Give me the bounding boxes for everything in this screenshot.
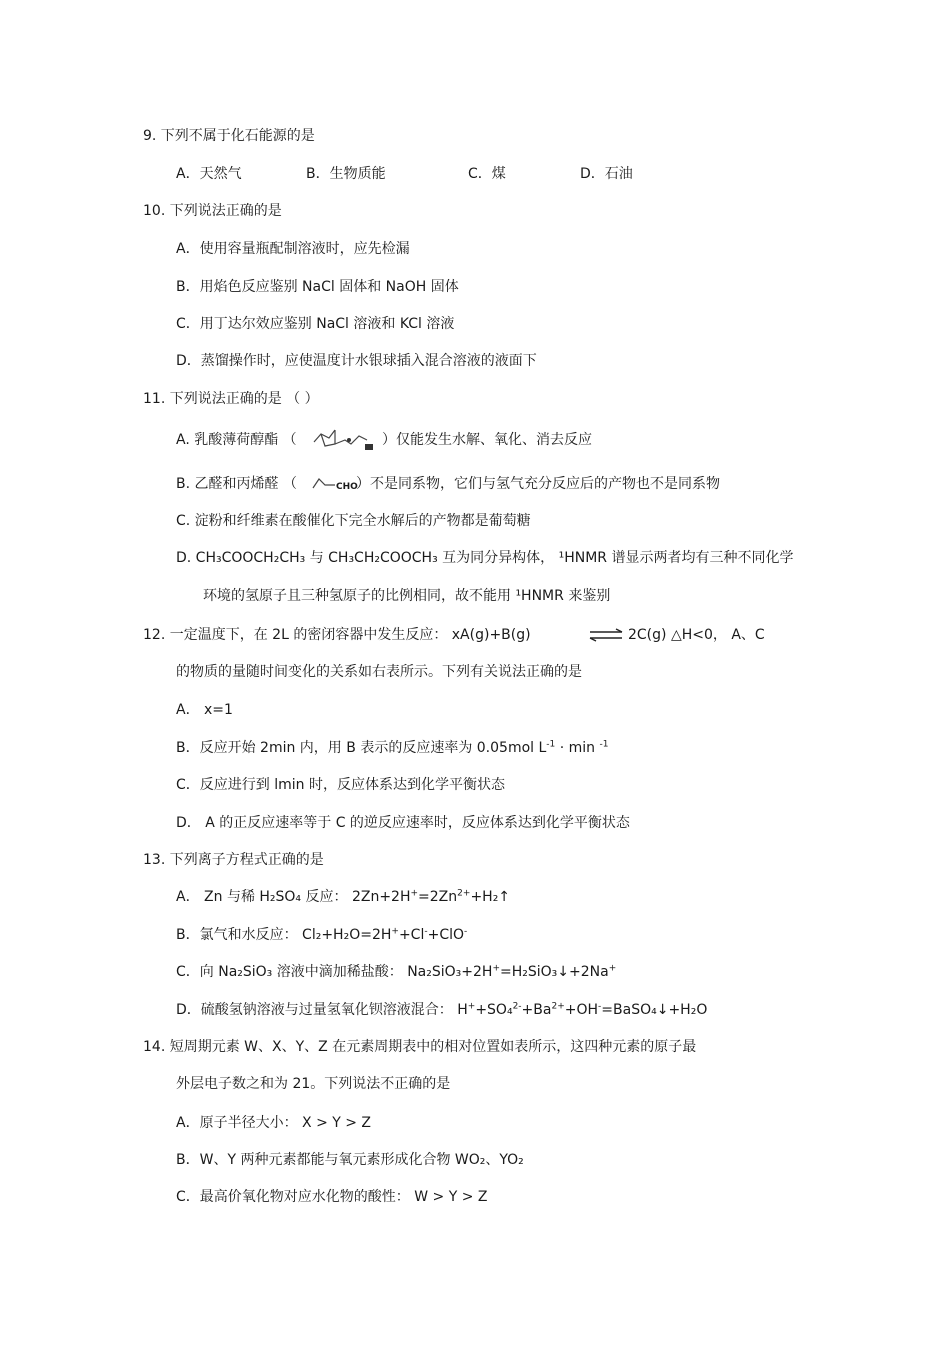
question-12-stem-line2: 的物质的量随时间变化的关系如右表所示。下列有关说法正确的是 [176, 664, 582, 680]
ion-charge: + [410, 888, 419, 899]
equilibrium-arrows-icon [588, 628, 624, 642]
ion-charge: 2+ [551, 1001, 565, 1012]
equation-part: +OH [564, 1002, 599, 1018]
question-14-option-a: A．原子半径大小： X > Y > Z [176, 1115, 372, 1131]
question-10-option-a: A．使用容量瓶配制溶液时，应先检漏 [176, 241, 410, 257]
equation-part: =2Zn [418, 889, 458, 905]
question-12-option-b [176, 738, 608, 758]
question-11-option-c: C. 淀粉和纤维素在酸催化下完全水解后的产物都是葡萄糖 [176, 513, 531, 529]
option-b-suffix: ）不是同系物，它们与氢气充分反应后的产物也不是同系物 [356, 476, 720, 492]
question-13-option-a [176, 887, 510, 907]
unit-exponent: -1 [546, 739, 556, 750]
unit-exponent: -1 [599, 739, 609, 750]
equation-part: =H₂SiO₃↓+2Na [499, 964, 609, 980]
question-14-option-c: C．最高价氧化物对应水化物的酸性： W > Y > Z [176, 1189, 488, 1205]
acrolein-structure-icon [311, 476, 337, 490]
question-9-option-d: D．石油 [580, 166, 633, 182]
question-11-option-d-line1: D. CH₃COOCH₂CH₃ 与 CH₃CH₂COOCH₃ 互为同分异构体， ¹HNMR 谱显示两者均有三种不同化学 [176, 550, 794, 566]
question-10-option-d: D．蒸馏操作时，应使温度计水银球插入混合溶液的液面下 [176, 353, 537, 369]
equation-part: +Ba [521, 1002, 552, 1018]
ion-charge: 2+ [457, 888, 471, 899]
question-13-option-d [176, 1000, 707, 1020]
question-10-option-b: B．用焰色反应鉴别 NaCl 固体和 NaOH 固体 [176, 279, 459, 295]
question-11-option-a [176, 430, 776, 450]
ion-charge: - [598, 1001, 602, 1012]
ion-charge: 2- [512, 1001, 522, 1012]
question-12-option-c: C．反应进行到 lmin 时，反应体系达到化学平衡状态 [176, 777, 505, 793]
equation-part: +H₂↑ [470, 889, 511, 905]
ion-charge: - [464, 926, 468, 937]
question-14-stem-line1: 14. 短周期元素 W、X、Y、Z 在元素周期表中的相对位置如表所示，这四种元素的原子最 [143, 1039, 697, 1055]
ion-charge: + [467, 1001, 476, 1012]
option-b-text: B．反应开始 2min 内，用 B 表示的反应速率为 0.05mol L [176, 740, 547, 756]
question-13-option-c [176, 962, 616, 982]
option-a-text: A． Zn 与稀 H₂SO₄ 反应： 2Zn+2H [176, 889, 411, 905]
equation-part: +ClO [427, 927, 465, 943]
question-14-stem-line2: 外层电子数之和为 21。下列说法不正确的是 [176, 1076, 451, 1092]
equation-part: +SO₄ [475, 1002, 513, 1018]
question-13-stem: 13. 下列离子方程式正确的是 [143, 852, 324, 868]
acrolein-cho-label: CHO [336, 482, 358, 492]
question-14-option-b: B．W、Y 两种元素都能与氧元素形成化合物 WO₂、YO₂ [176, 1152, 524, 1168]
question-11-stem: 11. 下列说法正确的是 （ ） [143, 391, 319, 407]
option-a-prefix: A. 乳酸薄荷醇酯 （ [176, 432, 297, 448]
question-11-option-b [176, 474, 776, 494]
question-12-option-d: D． A 的正反应速率等于 C 的逆反应速率时，反应体系达到化学平衡状态 [176, 815, 630, 831]
question-9-option-a: A．天然气 [176, 166, 242, 182]
question-10-option-c: C．用丁达尔效应鉴别 NaCl 溶液和 KCl 溶液 [176, 316, 455, 332]
question-9-option-b: B．生物质能 [306, 166, 386, 182]
ion-charge: + [608, 963, 617, 974]
option-c-text: C．向 Na₂SiO₃ 溶液中滴加稀盐酸： Na₂SiO₃+2H [176, 964, 493, 980]
equation-part: +Cl [398, 927, 425, 943]
stem-before-arrow: 12. 一定温度下，在 2L 的密闭容器中发生反应： xA(g)+B(g) [143, 627, 531, 643]
question-12-stem-line1 [143, 625, 843, 645]
ion-charge: + [492, 963, 500, 974]
ion-charge: + [391, 926, 399, 937]
menthyl-lactate-structure-icon [311, 424, 379, 454]
question-9-option-c: C．煤 [468, 166, 506, 182]
question-13-option-b [176, 925, 467, 945]
option-a-suffix: ）仅能发生水解、氧化、消去反应 [382, 432, 592, 448]
option-b-prefix: B. 乙醛和丙烯醛 （ [176, 476, 297, 492]
stem-after-arrow: 2C(g) △H<0， A、C [628, 627, 765, 643]
unit-separator: · min [555, 740, 600, 756]
equation-part: =BaSO₄↓+H₂O [601, 1002, 708, 1018]
ion-charge: - [424, 926, 428, 937]
question-9-stem: 9. 下列不属于化石能源的是 [143, 128, 315, 144]
question-11-option-d-line2: 环境的氢原子且三种氢原子的比例相同，故不能用 ¹HNMR 来鉴别 [203, 588, 611, 604]
question-12-option-a: A． x=1 [176, 702, 233, 718]
option-d-text: D．硫酸氢钠溶液与过量氢氧化钡溶液混合： H [176, 1002, 468, 1018]
question-10-stem: 10. 下列说法正确的是 [143, 203, 282, 219]
option-b-text: B．氯气和水反应： Cl₂+H₂O=2H [176, 927, 392, 943]
